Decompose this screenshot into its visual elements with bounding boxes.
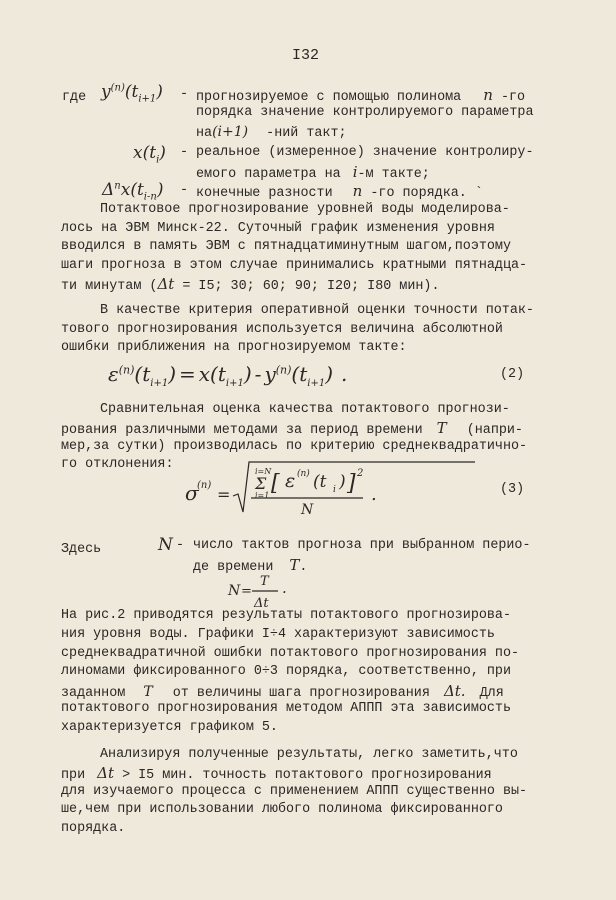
formula-2 (108, 362, 347, 389)
fN-N: N (228, 583, 241, 599)
para5-line2-pre: при (61, 768, 86, 783)
def2-line2 (196, 163, 430, 184)
f3-dot: . (371, 484, 377, 505)
def1-line1-end: -го (500, 90, 526, 105)
para1-last-post: = I5; 30; 60; 90; I20; I80 мин). (174, 279, 440, 294)
fN-num: T (260, 574, 269, 589)
here-N: N (158, 535, 173, 555)
f3-power: 2 (357, 468, 364, 479)
para1-line-2: лось на ЭВМ Минск-22. Суточный график изменения уровня (61, 221, 495, 236)
here-dash: - (176, 538, 185, 553)
f2-close: ) (168, 362, 177, 386)
f3-eq: = (217, 485, 231, 504)
para5-line-1: Анализируя полученные результаты, легко заметить,что (100, 747, 518, 762)
para3-line-3: мер,за сутки) производилась по критерию среднеквадратично- (61, 439, 528, 454)
f3-t-open: (t (313, 472, 327, 492)
formula-3-number: (3) (500, 482, 525, 497)
where-word: где (62, 90, 87, 105)
def2-close: ) (159, 143, 166, 163)
para5-line-4: ше,чем при использовании любого полинома фиксированного (61, 802, 503, 817)
def1-sup: (n) (110, 82, 125, 94)
def3-delta: Δ (102, 180, 115, 200)
f3-eps-sup: (n) (297, 469, 310, 479)
def1-line3-end: -ний такт; (266, 126, 347, 141)
para4-T: T (143, 684, 153, 700)
para4-line-2: ния уровня воды. Графики I÷4 характеризуют зависимость (61, 627, 495, 642)
f2-sub-3: i+1 (307, 378, 326, 389)
para4-line-1: На рис.2 приводятся результаты потактового прогнозирова- (61, 608, 511, 623)
f2-dot: . (341, 362, 348, 386)
f3-bracket-close: ] (347, 471, 356, 496)
para5-line-5: порядка. (61, 821, 126, 836)
def2-line1: реальное (измеренное) значение контролиру- (196, 145, 534, 160)
f2-sub-2: i+1 (225, 378, 244, 389)
def2-line2-end: -м такте; (357, 167, 430, 182)
f2-sub: i+1 (150, 378, 169, 389)
para1-line-5 (61, 275, 440, 296)
para1-dt: Δt (157, 275, 175, 293)
para5-line-3: для изучаемого процесса с применением АППП существенно вы- (61, 784, 528, 799)
para5-dt: Δt (97, 764, 115, 782)
def3-line1-end: -го порядка. ` (370, 186, 483, 201)
f2-sup-2: (n) (275, 363, 292, 377)
def2-line2-pre: емого параметра на (196, 167, 341, 182)
f2-x: x(t (198, 362, 226, 386)
def1-line3-arg: (i+1) (212, 124, 249, 140)
f3-sigma: σ (185, 481, 199, 505)
f2-sup: (n) (118, 363, 135, 377)
here-line1: число тактов прогноза при выбранном перио- (193, 538, 531, 553)
para4-line-7: характеризуется графиком 5. (61, 720, 278, 735)
def2-sub: i (156, 154, 160, 166)
def1-line2: порядка значение контролируемого параметра (196, 105, 534, 120)
para3-line-4: го отклонения: (61, 457, 174, 472)
f2-eps: ε (108, 362, 119, 386)
page-number: I32 (292, 47, 320, 64)
para4-line-3: среднеквадратичной ошибки потактового прогнозирования по- (61, 646, 520, 661)
def1-y: y (101, 82, 111, 102)
def3-sup: n (114, 180, 121, 192)
f3-eps: ε (285, 470, 296, 492)
f3-sum-bottom: i=1 (255, 491, 270, 500)
here-line2-end: . (299, 560, 308, 575)
para1-line-1: Потактовое прогнозирование уровней воды моделирова- (100, 202, 510, 217)
def2-i: i (352, 163, 358, 181)
para4-line5-mid: от величины шага прогнозирования (172, 686, 430, 701)
formula-3 (185, 458, 485, 518)
def3-x: x(t (120, 180, 144, 200)
para2-line-2: тового прогнозирования используется величина абсолютной (61, 322, 503, 337)
fN-dot: . (282, 579, 287, 597)
def1-sub: i+1 (138, 93, 157, 105)
def1-n: n (483, 86, 493, 104)
f2-y: y (264, 362, 276, 386)
para4-line5-end: Для (479, 686, 504, 701)
para3-line2-text: рования различными методами за период времени (61, 423, 423, 438)
para3-line-1: Сравнительная оценка качества потактового прогнози- (100, 402, 510, 417)
para4-line5-pre: заданном (61, 686, 126, 701)
def3-n: n (352, 182, 363, 200)
f2-t-open-2: (t (291, 362, 308, 386)
para4-line-6: потактового прогнозирования методом АППП эта зависимость (61, 701, 511, 716)
def3-term (102, 180, 163, 202)
here-line2-pre: де времени (193, 560, 274, 575)
fN-eq: = (241, 584, 252, 599)
def3-line1-pre: конечные разности (196, 186, 333, 201)
def1-line3 (196, 123, 347, 143)
f3-bracket-open: [ (271, 471, 280, 496)
para3-line-2 (61, 419, 523, 440)
f3-N: N (301, 502, 314, 518)
def1-line3-pre: на (196, 126, 213, 141)
para2-line-3: ошибки приближения на прогнозируемом такте: (61, 340, 407, 355)
para3-T: T (436, 419, 447, 437)
def2-term (133, 143, 166, 165)
para1-line-3: вводился в память ЭВМ с пятнадцатиминутным шагом,поэтому (61, 239, 511, 254)
def3-dash: - (180, 183, 189, 198)
def3-line1 (196, 182, 483, 203)
def2-dash: - (180, 145, 189, 160)
def3-close: ) (156, 180, 164, 200)
f3-sum: Σ (255, 474, 267, 493)
f3-sum-top: i=N (255, 467, 272, 476)
f3-t-sub: i (333, 485, 336, 495)
fN-den: Δt (254, 596, 269, 611)
para5-line-2 (61, 764, 492, 785)
para3-line2-end: (напри- (466, 423, 523, 438)
f2-close-3: ) (325, 362, 334, 386)
def1-term (101, 82, 163, 104)
f2-close-2: ) (243, 362, 252, 386)
f2-eq: = (179, 362, 196, 386)
para4-line-4: линомами фиксированного 0÷3 порядка, соответственно, при (61, 664, 511, 679)
f3-sup: (n) (197, 480, 212, 491)
def1-arg: (t (124, 82, 139, 102)
here-T: T (289, 556, 300, 574)
formula-2-number: (2) (500, 367, 525, 382)
para2-line-1: В качестве критерия оперативной оценки точности потак- (100, 303, 534, 318)
para4-dt: Δt. (443, 682, 466, 700)
def2-x: x(t (133, 143, 157, 163)
f3-close: ) (339, 472, 346, 492)
f2-minus: - (254, 362, 262, 386)
para1-line-4: шаги прогноза в этом случае принимались кратными пятнадца- (61, 258, 528, 273)
def3-sub: i-n (143, 191, 157, 203)
def1-line1-text: прогнозируемое с помощью полинома (196, 90, 462, 105)
para5-line2-post: > I5 мин. точность потактового прогнозирования (114, 768, 492, 783)
def1-dash: - (180, 87, 189, 102)
def1-close: ) (156, 82, 163, 102)
para1-last-pre: ти минутам ( (61, 279, 158, 294)
here-word: Здесь (61, 542, 102, 557)
f2-t-open: (t (134, 362, 151, 386)
